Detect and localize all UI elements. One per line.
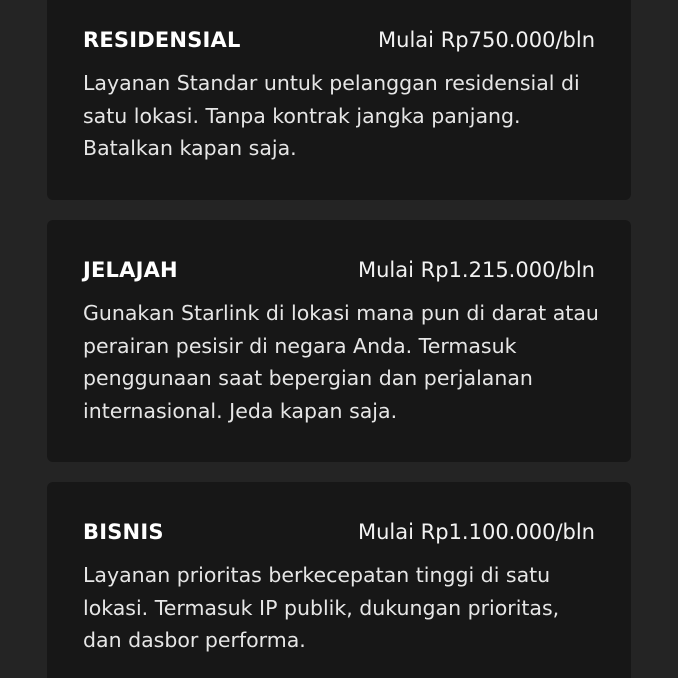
plan-description: Layanan prioritas berkecepatan tinggi di satu lokasi. Termasuk IP publik, dukungan prioritas, dan dasbor performa. [83,563,560,652]
plan-description: Gunakan Starlink di lokasi mana pun di darat atau perairan pesisir di negara Anda. Termasuk penggunaan saat bepergian dan perjalanan internasional. Jeda kapan saja. [83,301,599,423]
plan-description: Layanan Standar untuk pelanggan residensial di satu lokasi. Tanpa kontrak jangka panjang. Batalkan kapan saja. [83,71,580,160]
plan-card-header [83,520,595,544]
plan-card-residensial[interactable] [47,0,631,200]
plan-name: BISNIS [83,520,164,544]
plan-price: Mulai Rp1.215.000/bln [358,258,595,282]
plan-card-bisnis[interactable] [47,482,631,678]
plan-name: RESIDENSIAL [83,28,241,52]
plan-card-header [83,28,595,52]
plan-price: Mulai Rp750.000/bln [378,28,595,52]
plan-name: JELAJAH [83,258,178,282]
plan-card-header [83,258,595,282]
plan-price: Mulai Rp1.100.000/bln [358,520,595,544]
plan-card-jelajah[interactable] [47,220,631,462]
